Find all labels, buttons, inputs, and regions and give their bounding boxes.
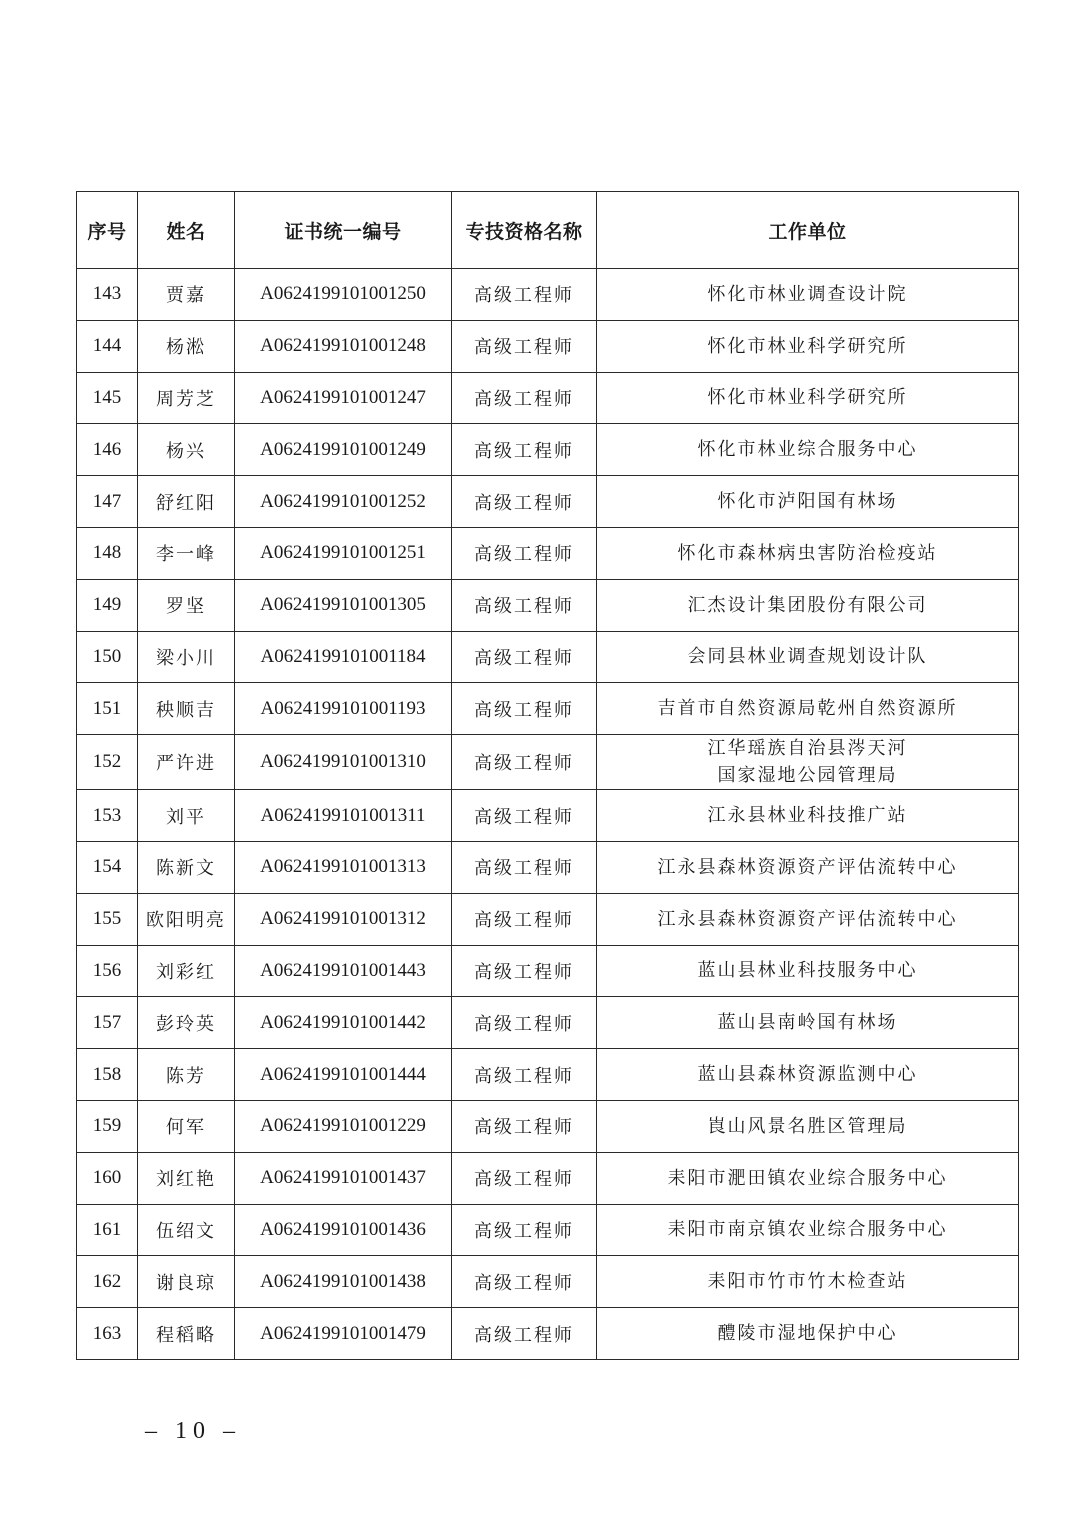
unit-line: 吉首市自然资源局乾州自然资源所 — [657, 698, 958, 720]
header-qualification: 专技资格名称 — [452, 192, 597, 269]
cell-qualification: 高级工程师 — [452, 893, 597, 945]
table-row — [77, 476, 1019, 528]
cell-cert-no: A0624199101001479 — [235, 1308, 452, 1360]
cell-index: 162 — [77, 1256, 138, 1308]
cell-name: 刘彩红 — [138, 945, 235, 997]
cell-cert-no: A0624199101001312 — [235, 893, 452, 945]
cell-qualification: 高级工程师 — [452, 579, 597, 631]
cell-name: 罗坚 — [138, 579, 235, 631]
cell-qualification: 高级工程师 — [452, 1204, 597, 1256]
cell-unit — [597, 735, 1019, 790]
cell-index: 157 — [77, 997, 138, 1049]
cell-cert-no: A0624199101001184 — [235, 631, 452, 683]
cell-qualification: 高级工程师 — [452, 424, 597, 476]
cell-name: 贾嘉 — [138, 269, 235, 321]
cell-index: 152 — [77, 735, 138, 790]
cell-qualification: 高级工程师 — [452, 1308, 597, 1360]
cell-cert-no: A0624199101001247 — [235, 372, 452, 424]
cell-name: 刘平 — [138, 790, 235, 842]
cell-index: 154 — [77, 841, 138, 893]
cell-qualification: 高级工程师 — [452, 841, 597, 893]
cell-name: 何军 — [138, 1100, 235, 1152]
cell-cert-no: A0624199101001250 — [235, 269, 452, 321]
cell-index: 155 — [77, 893, 138, 945]
table-row — [77, 1100, 1019, 1152]
cell-unit — [597, 372, 1019, 424]
header-index: 序号 — [77, 192, 138, 269]
cell-index: 149 — [77, 579, 138, 631]
cell-name: 严许进 — [138, 735, 235, 790]
cell-unit — [597, 424, 1019, 476]
table-row — [77, 683, 1019, 735]
cell-cert-no: A0624199101001436 — [235, 1204, 452, 1256]
table-body — [77, 269, 1019, 1360]
table-row — [77, 893, 1019, 945]
cell-name: 舒红阳 — [138, 476, 235, 528]
cell-unit — [597, 1049, 1019, 1101]
cell-cert-no: A0624199101001252 — [235, 476, 452, 528]
cell-index: 143 — [77, 269, 138, 321]
table-row — [77, 527, 1019, 579]
unit-line: 江永县林业科技推广站 — [707, 805, 908, 827]
unit-line: 耒阳市南京镇农业综合服务中心 — [667, 1219, 948, 1241]
cell-qualification: 高级工程师 — [452, 945, 597, 997]
cell-unit — [597, 476, 1019, 528]
table-row — [77, 372, 1019, 424]
cell-cert-no: A0624199101001442 — [235, 997, 452, 1049]
cell-cert-no: A0624199101001311 — [235, 790, 452, 842]
table-row — [77, 269, 1019, 321]
cell-unit — [597, 269, 1019, 321]
cell-index: 145 — [77, 372, 138, 424]
cell-unit — [597, 631, 1019, 683]
cell-unit — [597, 1152, 1019, 1204]
unit-line: 崀山风景名胜区管理局 — [707, 1115, 908, 1137]
cell-name: 欧阳明亮 — [138, 893, 235, 945]
cell-unit — [597, 527, 1019, 579]
cell-unit — [597, 893, 1019, 945]
cell-cert-no: A0624199101001305 — [235, 579, 452, 631]
table-row — [77, 1256, 1019, 1308]
table-row — [77, 631, 1019, 683]
cell-unit — [597, 1308, 1019, 1360]
cell-cert-no: A0624199101001248 — [235, 320, 452, 372]
cell-cert-no: A0624199101001444 — [235, 1049, 452, 1101]
cell-unit — [597, 1100, 1019, 1152]
cell-unit — [597, 841, 1019, 893]
cell-index: 151 — [77, 683, 138, 735]
cell-index: 163 — [77, 1308, 138, 1360]
cell-index: 156 — [77, 945, 138, 997]
cell-name: 周芳芝 — [138, 372, 235, 424]
cell-name: 谢良琼 — [138, 1256, 235, 1308]
cell-qualification: 高级工程师 — [452, 683, 597, 735]
cell-name: 杨淞 — [138, 320, 235, 372]
header-name: 姓名 — [138, 192, 235, 269]
cell-name: 刘红艳 — [138, 1152, 235, 1204]
cell-name: 彭玲英 — [138, 997, 235, 1049]
unit-line: 怀化市泸阳国有林场 — [717, 491, 898, 513]
cell-qualification: 高级工程师 — [452, 476, 597, 528]
cell-name: 李一峰 — [138, 527, 235, 579]
unit-line: 怀化市森林病虫害防治检疫站 — [677, 542, 938, 564]
unit-line: 耒阳市淝田镇农业综合服务中心 — [667, 1167, 948, 1189]
cell-qualification: 高级工程师 — [452, 790, 597, 842]
header-unit: 工作单位 — [597, 192, 1019, 269]
cell-name: 程稻略 — [138, 1308, 235, 1360]
cell-qualification: 高级工程师 — [452, 1100, 597, 1152]
unit-line: 江永县森林资源资产评估流转中心 — [657, 856, 958, 878]
unit-line: 江华瑶族自治县涔天河 — [707, 738, 908, 760]
cell-qualification: 高级工程师 — [452, 631, 597, 683]
unit-line: 怀化市林业科学研究所 — [707, 335, 908, 357]
table-row — [77, 1152, 1019, 1204]
cell-unit — [597, 997, 1019, 1049]
table-row — [77, 579, 1019, 631]
header-cert-no: 证书统一编号 — [235, 192, 452, 269]
unit-line: 会同县林业调查规划设计队 — [687, 646, 928, 668]
cell-name: 梁小川 — [138, 631, 235, 683]
cell-index: 153 — [77, 790, 138, 842]
cell-cert-no: A0624199101001193 — [235, 683, 452, 735]
cell-unit — [597, 320, 1019, 372]
cell-index: 150 — [77, 631, 138, 683]
unit-line: 耒阳市竹市竹木检查站 — [707, 1271, 908, 1293]
cell-qualification: 高级工程师 — [452, 372, 597, 424]
cell-cert-no: A0624199101001310 — [235, 735, 452, 790]
cell-qualification: 高级工程师 — [452, 269, 597, 321]
table-row — [77, 735, 1019, 790]
cell-index: 144 — [77, 320, 138, 372]
cell-index: 148 — [77, 527, 138, 579]
cell-index: 159 — [77, 1100, 138, 1152]
cell-unit — [597, 790, 1019, 842]
certificate-table — [76, 191, 1019, 1360]
cell-qualification: 高级工程师 — [452, 1152, 597, 1204]
table-row — [77, 424, 1019, 476]
cell-cert-no: A0624199101001437 — [235, 1152, 452, 1204]
unit-line: 怀化市林业科学研究所 — [707, 387, 908, 409]
table-row — [77, 841, 1019, 893]
unit-line: 蓝山县林业科技服务中心 — [697, 960, 918, 982]
unit-line: 醴陵市湿地保护中心 — [717, 1323, 898, 1345]
table-row — [77, 1204, 1019, 1256]
cell-index: 161 — [77, 1204, 138, 1256]
cell-cert-no: A0624199101001438 — [235, 1256, 452, 1308]
cell-qualification: 高级工程师 — [452, 527, 597, 579]
unit-line: 怀化市林业调查设计院 — [707, 283, 908, 305]
page-number: – 10 – — [145, 1418, 241, 1444]
cell-cert-no: A0624199101001443 — [235, 945, 452, 997]
cell-name: 伍绍文 — [138, 1204, 235, 1256]
cell-unit — [597, 1256, 1019, 1308]
cell-index: 158 — [77, 1049, 138, 1101]
cell-cert-no: A0624199101001251 — [235, 527, 452, 579]
table-row — [77, 790, 1019, 842]
cell-index: 146 — [77, 424, 138, 476]
cell-name: 秧顺吉 — [138, 683, 235, 735]
cell-unit — [597, 683, 1019, 735]
cell-cert-no: A0624199101001249 — [235, 424, 452, 476]
cell-qualification: 高级工程师 — [452, 1256, 597, 1308]
table-row — [77, 1308, 1019, 1360]
cell-qualification: 高级工程师 — [452, 1049, 597, 1101]
cell-unit — [597, 945, 1019, 997]
cell-qualification: 高级工程师 — [452, 735, 597, 790]
cell-name: 陈新文 — [138, 841, 235, 893]
table-row — [77, 320, 1019, 372]
cell-index: 160 — [77, 1152, 138, 1204]
cell-unit — [597, 579, 1019, 631]
table-row — [77, 1049, 1019, 1101]
table-row — [77, 945, 1019, 997]
unit-line: 江永县森林资源资产评估流转中心 — [657, 908, 958, 930]
table-row — [77, 997, 1019, 1049]
cell-name: 杨兴 — [138, 424, 235, 476]
cell-index: 147 — [77, 476, 138, 528]
table-header — [77, 192, 1019, 269]
unit-line: 国家湿地公园管理局 — [717, 765, 898, 787]
unit-line: 蓝山县森林资源监测中心 — [697, 1064, 918, 1086]
cell-name: 陈芳 — [138, 1049, 235, 1101]
cell-cert-no: A0624199101001229 — [235, 1100, 452, 1152]
unit-line: 怀化市林业综合服务中心 — [697, 439, 918, 461]
unit-line: 蓝山县南岭国有林场 — [717, 1012, 898, 1034]
cell-qualification: 高级工程师 — [452, 997, 597, 1049]
cell-qualification: 高级工程师 — [452, 320, 597, 372]
unit-line: 汇杰设计集团股份有限公司 — [687, 594, 928, 616]
header-row — [77, 192, 1019, 269]
cell-cert-no: A0624199101001313 — [235, 841, 452, 893]
cell-unit — [597, 1204, 1019, 1256]
